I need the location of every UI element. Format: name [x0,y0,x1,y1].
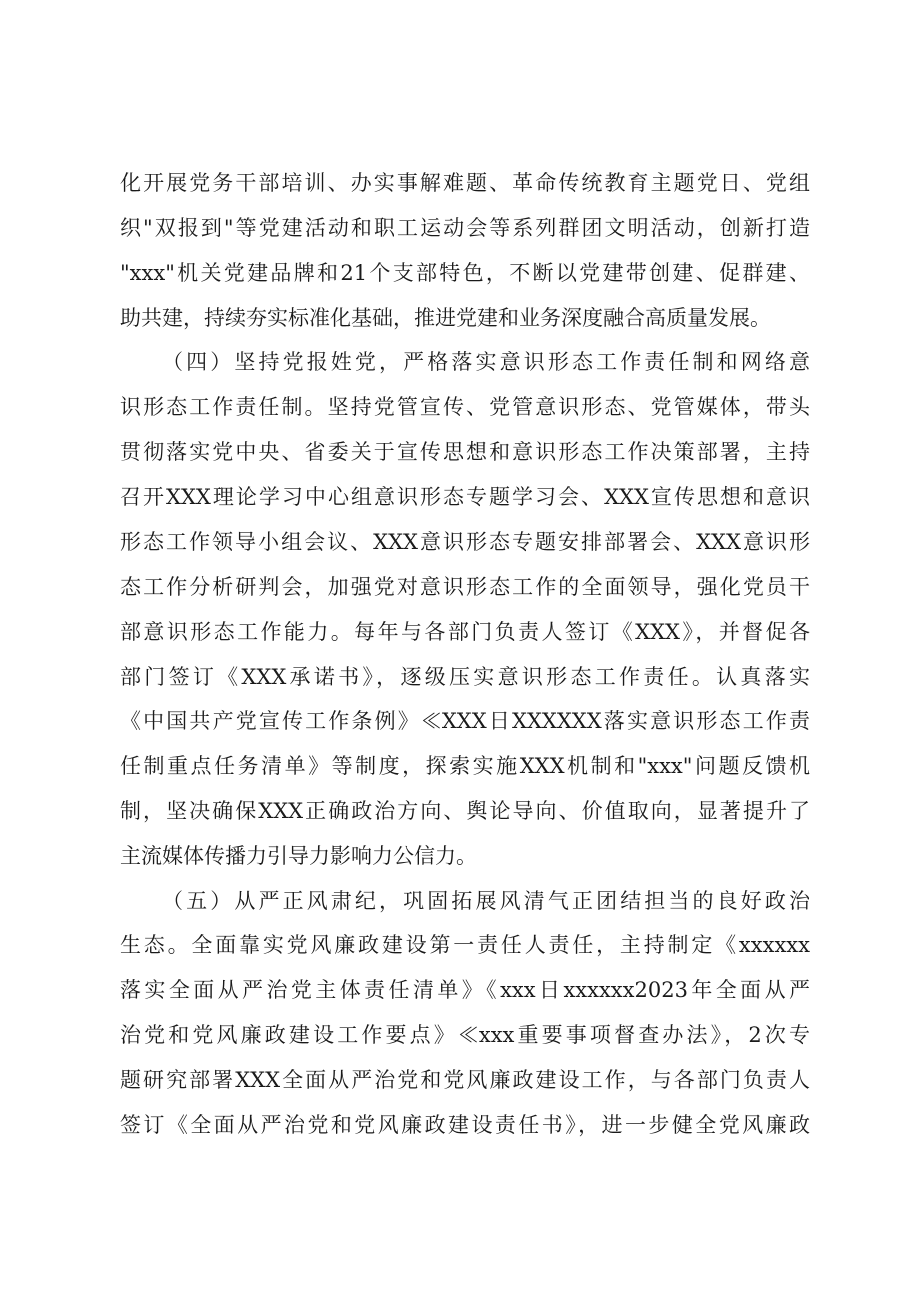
text-line: 化开展党务干部培训、办实事解难题、革命传统教育主题党日、党组 [120,171,810,195]
text-line: 落实全面从严治党主体责任清单》《xxx日xxxxxx2023年全面从严 [120,978,810,1002]
text-line: "xxx"机关党建品牌和21个支部特色，不断以党建带创建、促群建、 [120,261,810,285]
text-line: 主流媒体传播力引导力影响力公信力。 [120,844,477,868]
section-heading-line: （五）从严正风肃纪，巩固拓展风清气正团结担当的良好政治 [162,889,810,913]
text-line: 生态。全面靠实党风廉政建设第一责任人责任，主持制定《xxxxxx [120,933,810,957]
text-line: 部门签订《XXX承诺书》，逐级压实意识形态工作责任。认真落实 [120,665,810,689]
text-line: 任制重点任务清单》等制度，探索实施XXX机制和"xxx"问题反馈机 [120,754,810,778]
text-line: 助共建，持续夯实标准化基础，推进党建和业务深度融合高质量发展。 [120,306,771,330]
text-line: 态工作分析研判会，加强党对意识形态工作的全面领导，强化党员干 [120,575,810,599]
text-line: 制，坚决确保XXX正确政治方向、舆论导向、价值取向，显著提升了 [120,799,810,823]
text-line: 贯彻落实党中央、省委关于宣传思想和意识形态工作决策部署，主持 [120,440,810,464]
text-line: 识形态工作责任制。坚持党管宣传、党管意识形态、党管媒体，带头 [120,395,810,419]
text-line: 《中国共产党宣传工作条例》≪XXX日XXXXXX落实意识形态工作责 [120,709,810,733]
text-line: 治党和党风廉政建设工作要点》≪xxx重要事项督查办法》，2次专 [120,1023,810,1047]
text-line: 签订《全面从严治党和党风廉政建设责任书》，进一步健全党风廉政 [120,1113,810,1137]
text-line: 形态工作领导小组会议、XXX意识形态专题安排部署会、XXX意识形 [120,530,810,554]
text-line: 部意识形态工作能力。每年与各部门负责人签订《XXX》，并督促各 [120,620,810,644]
text-line: 召开XXX理论学习中心组意识形态专题学习会、XXX宣传思想和意识 [120,485,810,509]
text-line: 织"双报到"等党建活动和职工运动会等系列群团文明活动，创新打造 [120,216,810,240]
section-heading-line: （四）坚持党报姓党，严格落实意识形态工作责任制和网络意 [162,350,810,374]
text-line: 题研究部署XXX全面从严治党和党风廉政建设工作，与各部门负责人 [120,1068,810,1092]
